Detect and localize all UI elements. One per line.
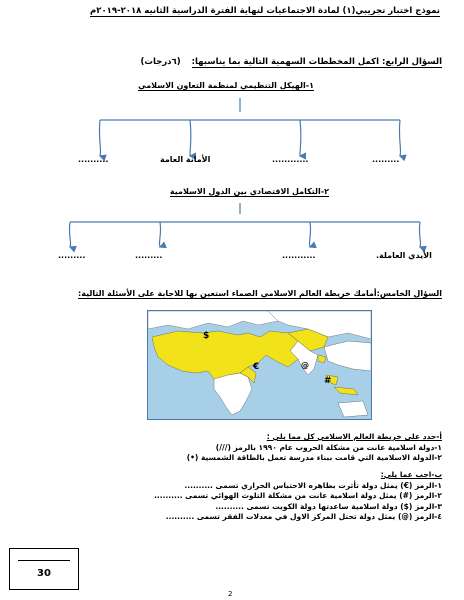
part-1-box-1: ......... <box>372 155 400 164</box>
part-2-box-1: الأيدي العاملة. <box>376 251 432 260</box>
score-blank-line <box>18 560 70 561</box>
section-b-item-2: ٢-الرمز (#) يمثل دولة اسلامية عانت من مشكلة التلوث الهوائي تسمى .......... <box>154 491 442 500</box>
section-a-item-1: ١-دولة اسلامية عانت من مشكلة الحروب عام ١٩٩٠ بالرمز (///) <box>215 442 442 452</box>
map-drawing <box>148 311 371 419</box>
question-5-heading: السؤال الخامس:أمامك خريطة العالم الاسلامي الصماء استعين بها للاجابة على الأسئلة التالية: <box>78 289 442 298</box>
section-b <box>22 470 442 523</box>
part-2-box-4: ......... <box>58 251 86 260</box>
map-symbol-hash: # <box>324 376 332 386</box>
question-4-marks: (٦درجات) <box>140 57 181 67</box>
map-symbol-euro: € <box>253 362 260 372</box>
section-b-item-3: ٣-الرمز ($) دولة اسلامية ساعدتها دولة الكويت تسمى .......... <box>215 501 442 511</box>
section-b-heading: ب-اجب عما يلي: <box>380 470 442 479</box>
section-b-item-4: ٤-الرمز (@) يمثل دولة تحتل المركز الاول في معدلات الفقر تسمى .......... <box>165 512 442 521</box>
section-a-heading: أ-حدد على خريطة العالم الاسلامي كل مما يلي : <box>266 432 442 441</box>
page-number: 2 <box>228 590 233 598</box>
islamic-world-map <box>147 310 372 420</box>
part-1-box-3: الأمانة العامة <box>160 155 211 164</box>
map-symbol-dollar: $ <box>203 331 210 341</box>
part-2-box-3: ......... <box>135 251 163 260</box>
section-a <box>22 432 442 464</box>
score-total: 30 <box>37 568 51 579</box>
part-1-box-2: ............ <box>272 155 309 164</box>
score-box <box>9 548 79 590</box>
part-1-title: ١-الهيكل التنظيمي لمنظمة التعاون الاسلامي <box>138 81 314 90</box>
question-4-text: السؤال الرابع: اكمل المخططات السهمية التالية بما يناسبها: <box>191 57 442 67</box>
section-a-item-2: ٢-الدولة الاسلامية التي قامت ببناء مدرسة تعمل بالطاقة الشمسية (•) <box>186 453 442 462</box>
map-symbol-at: @ <box>301 361 309 370</box>
page-title: نموذج اختبار تجريبي(١) لمادة الاجتماعيات لنهاية الفترة الدراسية الثانيه ٢٠١٨-٢٠١٩م <box>90 6 440 16</box>
part-1-box-4: .......... <box>78 155 109 164</box>
section-b-item-1: ١-الرمز (€) يمثل دولة تأثرت بظاهره الاحتباس الحراري تسمى .......... <box>184 480 442 490</box>
part-2-box-2: ........... <box>282 251 316 260</box>
part-2-title: ٢-التكامل الاقتصادي بين الدول الاسلامية <box>169 187 329 196</box>
